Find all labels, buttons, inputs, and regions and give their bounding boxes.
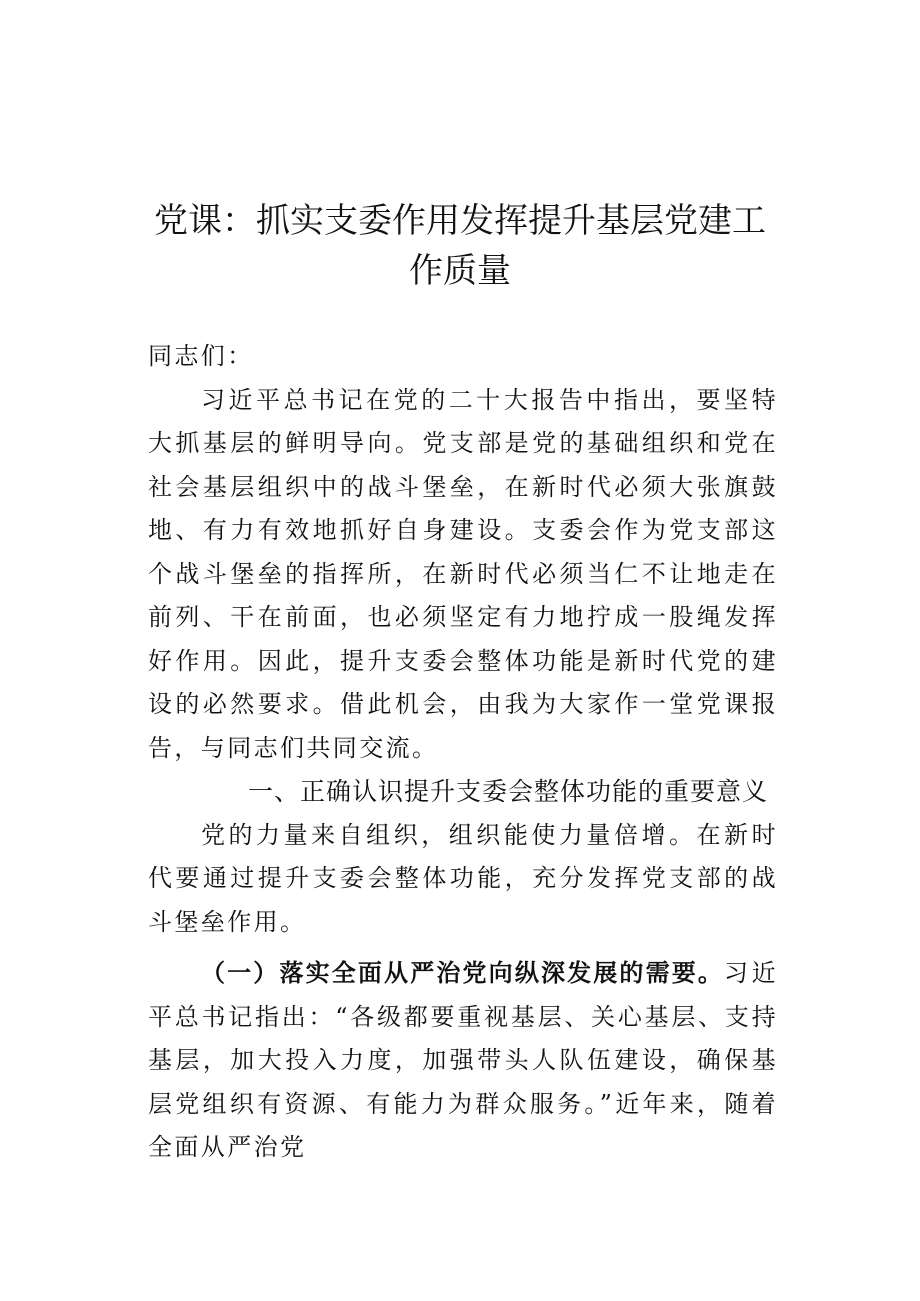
subsection-1-paragraph bbox=[148, 952, 778, 1170]
subsection-1-text: 习近平总书记指出：“各级都要重视基层、关心基层、支持基层，加大投入力度，加强带头人队伍建设，确保基层党组织有资源、有能力为群众服务。”近年来，随着全面从严治党 bbox=[148, 959, 778, 1161]
subsection-heading-1: （一）落实全面从严治党向纵深发展的需要。 bbox=[201, 959, 725, 987]
paragraph-gap bbox=[148, 944, 778, 952]
section-heading-1: 一、正确认识提升支委会整体功能的重要意义 bbox=[248, 777, 769, 806]
section-1-paragraph: 党的力量来自组织，组织能使力量倍增。在新时代要通过提升支委会整体功能，充分发挥党支部的战斗堡垒作用。 bbox=[148, 820, 778, 936]
salutation: 同志们： bbox=[148, 342, 254, 370]
document-body bbox=[148, 335, 778, 1170]
document-title: 党课：抓实支委作用发挥提升基层党建工作质量 bbox=[154, 201, 766, 291]
intro-paragraph: 习近平总书记在党的二十大报告中指出，要坚特大抓基层的鲜明导向。党支部是党的基础组织和党在社会基层组织中的战斗堡垒，在新时代必须大张旗鼓地、有力有效地抓好自身建设。支委会作为党支部这个战斗堡垒的指挥所，在新时代必须当仁不让地走在前列、干在前面，也必须坚定有力地拧成一股绳发挥好作用。因此，提升支委会整体功能是新时代党的建设的必然要求。借此机会，由我为大家作一堂党课报告，与同志们共同交流。 bbox=[148, 385, 778, 762]
